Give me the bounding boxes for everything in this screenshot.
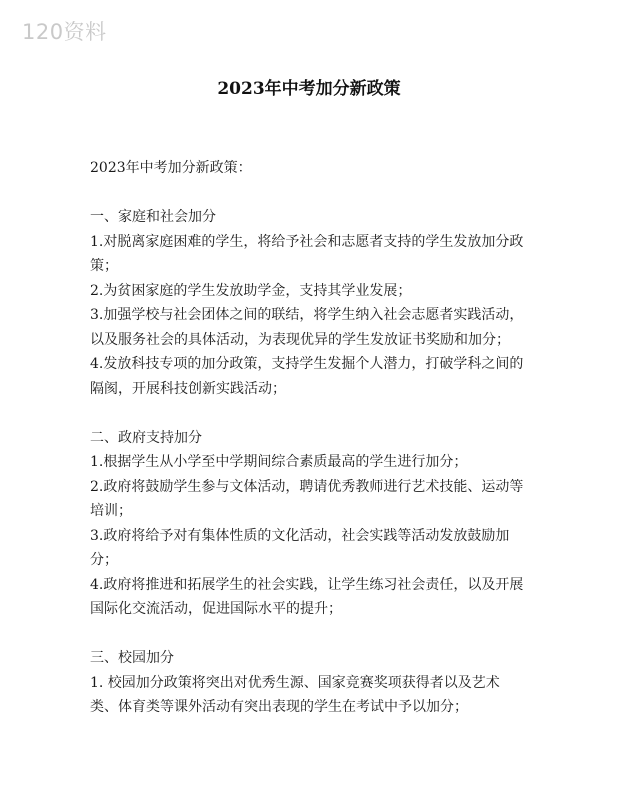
document-title: 2023年中考加分新政策: [217, 79, 401, 99]
document-body: [90, 156, 542, 720]
paragraph-gap: [90, 401, 542, 426]
body-line: 1.根据学生从小学至中学期间综合素质最高的学生进行加分；: [90, 454, 468, 470]
body-line: 4.发放科技专项的加分政策，支持学生发掘个人潜力，打破学科之间的: [90, 356, 524, 372]
body-line: 培训；: [90, 503, 132, 519]
body-line: 3.加强学校与社会团体之间的联结，将学生纳入社会志愿者实践活动，: [90, 307, 524, 323]
section-heading: 三、校园加分: [90, 650, 174, 666]
body-line: 1. 校园加分政策将突出对优秀生源、国家竞赛奖项获得者以及艺术: [90, 674, 500, 691]
paragraph-gap: [90, 622, 542, 647]
body-line: 策；: [90, 258, 118, 274]
body-line: 隔阂，开展科技创新实践活动；: [90, 380, 286, 397]
body-line: 2.为贫困家庭的学生发放助学金，支持其学业发展；: [90, 282, 412, 299]
watermark-logo: 120资料: [22, 20, 107, 44]
intro-line: 2023年中考加分新政策：: [90, 160, 252, 176]
body-line: 3.政府将给予对有集体性质的文化活动，社会实践等活动发放鼓励加: [90, 527, 510, 544]
body-line: 1.对脱离家庭困难的学生，将给予社会和志愿者支持的学生发放加分政: [90, 233, 524, 250]
body-line: 分；: [90, 552, 118, 568]
body-line: 4.政府将推进和拓展学生的社会实践，让学生练习社会责任，以及开展: [90, 576, 524, 593]
body-line: 以及服务社会的具体活动，为表现优异的学生发放证书奖励和加分；: [90, 331, 510, 348]
section-heading: 二、政府支持加分: [90, 429, 202, 446]
body-line: 2.政府将鼓励学生参与文体活动，聘请优秀教师进行艺术技能、运动等: [90, 478, 524, 495]
section-heading: 一、家庭和社会加分: [90, 209, 216, 225]
paragraph-gap: [90, 181, 542, 206]
body-line: 国际化交流活动，促进国际水平的提升；: [90, 601, 342, 617]
body-line: 类、体育类等课外活动有突出表现的学生在考试中予以加分；: [90, 699, 468, 715]
